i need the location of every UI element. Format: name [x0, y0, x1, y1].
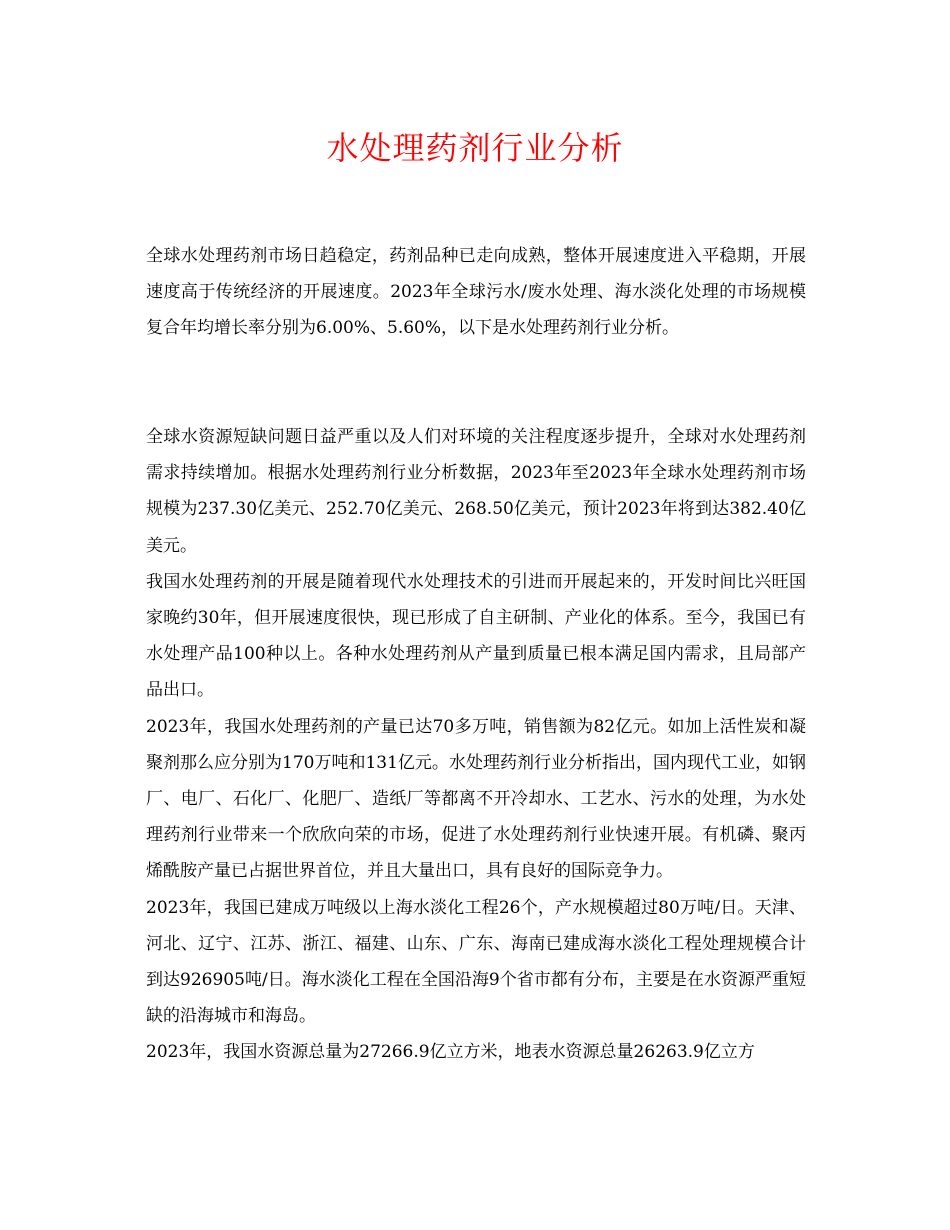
paragraph-intro: 全球水处理药剂市场日趋稳定，药剂品种已走向成熟，整体开展速度进入平稳期，开展速度高于传统经济的开展速度。2023年全球污水/废水处理、海水淡化处理的市场规模复合年均增长率分别为6.00%、5.60%，以下是水处理药剂行业分析。 [146, 246, 806, 339]
document-body [146, 238, 806, 1071]
paragraph-spacer [146, 347, 806, 383]
paragraph-domestic-development: 我国水处理药剂的开展是随着现代水处理技术的引进而开展起来的，开发时间比兴旺国家晚约30年，但开展速度很快，现已形成了自主研制、产业化的体系。至今，我国已有水处理产品100种以上。各种水处理药剂从产量到质量已根本满足国内需求，且局部产品出口。 [146, 571, 806, 701]
paragraph-spacer [146, 383, 806, 419]
paragraph-domestic-production: 2023年，我国水处理药剂的产量已达70多万吨，销售额为82亿元。如加上活性炭和凝聚剂那么应分别为170万吨和131亿元。水处理药剂行业分析指出，国内现代工业，如钢厂、电厂、石化厂、化肥厂、造纸厂等都离不开冷却水、工艺水、污水的处理，为水处理药剂行业带来一个欣欣向荣的市场，促进了水处理药剂行业快速开展。有机磷、聚丙烯酰胺产量已占据世界首位，并且大量出口，具有良好的国际竞争力。 [146, 716, 806, 882]
document-title: 水处理药剂行业分析 [326, 129, 624, 167]
paragraph-global-market: 全球水资源短缺问题日益严重以及人们对环境的关注程度逐步提升，全球对水处理药剂需求持续增加。根据水处理药剂行业分析数据，2023年至2023年全球水处理药剂市场规模为237.30亿美元、252.70亿美元、268.50亿美元，预计2023年将到达382.40亿美元。 [146, 426, 806, 556]
paragraph-desalination: 2023年，我国已建成万吨级以上海水淡化工程26个，产水规模超过80万吨/日。天津、河北、辽宁、江苏、浙江、福建、山东、广东、海南已建成海水淡化工程处理规模合计到达926905吨/日。海水淡化工程在全国沿海9个省市都有分布，主要是在水资源严重短缺的沿海城市和海岛。 [146, 897, 806, 1027]
paragraph-water-resources: 2023年，我国水资源总量为27266.9亿立方米，地表水资源总量26263.9亿立方 [146, 1042, 755, 1063]
